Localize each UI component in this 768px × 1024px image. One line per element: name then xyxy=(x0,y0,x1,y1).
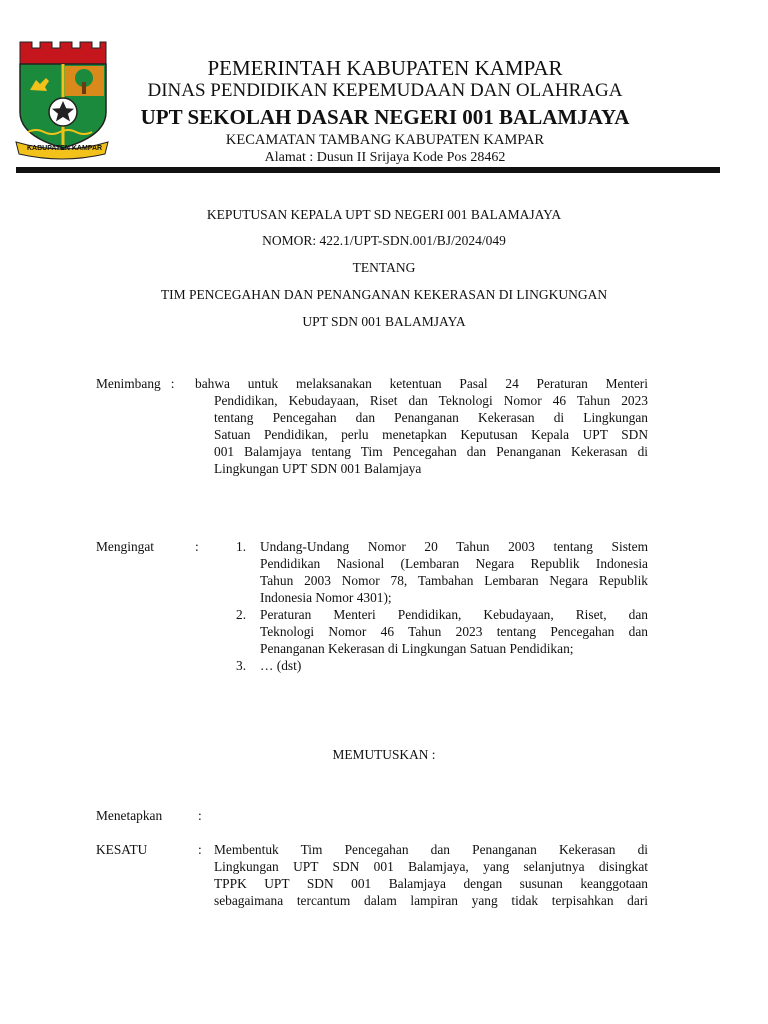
list-item-line: Tahun 2003 Nomor 78, Tambahan Lembaran Negara Republik xyxy=(260,573,648,588)
menimbang-text-line: Lingkungan UPT SDN 001 Balamjaya xyxy=(214,461,422,476)
mengingat-label: Mengingat xyxy=(96,539,155,554)
letterhead-government: PEMERINTAH KABUPATEN KAMPAR xyxy=(207,56,563,80)
decree-number: NOMOR: 422.1/UPT-SDN.001/BJ/2024/049 xyxy=(262,233,506,248)
menimbang-text-line: 001 Balamjaya tentang Tim Pencegahan dan Penanganan Kekerasan di xyxy=(214,444,648,459)
kesatu-label: KESATU xyxy=(96,842,148,857)
list-item-number: 2. xyxy=(236,607,247,622)
list-item xyxy=(236,657,648,674)
list-item-line: Teknologi Nomor 46 Tahun 2023 tentang Pencegahan dan xyxy=(260,624,648,639)
kesatu-text-line: sebagaimana tercantum dalam lampiran yang tidak terpisahkan dari xyxy=(214,893,648,908)
list-item-number: 1. xyxy=(236,539,247,554)
decree-subject-line2: UPT SDN 001 BALAMJAYA xyxy=(302,314,466,329)
menimbang-text-line: Pendidikan, Kebudayaan, Riset dan Teknologi Nomor 46 Tahun 2023 xyxy=(214,393,648,408)
letterhead-school-name: UPT SEKOLAH DASAR NEGERI 001 BALAMJAYA xyxy=(140,105,630,129)
letterhead-divider xyxy=(16,167,720,173)
kampar-regency-logo xyxy=(14,38,110,160)
mengingat-list xyxy=(236,538,648,674)
kesatu-text-line: Lingkungan UPT SDN 001 Balamjaya, yang selanjutnya disingkat xyxy=(214,859,648,874)
menimbang-text xyxy=(214,392,648,477)
decree-tentang: TENTANG xyxy=(352,260,416,275)
letterhead-district: KECAMATAN TAMBANG KABUPATEN KAMPAR xyxy=(225,132,545,148)
menetapkan-label: Menetapkan xyxy=(96,808,163,823)
list-item-line: Penanganan Kekerasan di Lingkungan Satuan Pendidikan; xyxy=(260,641,574,656)
logo-ribbon-text: KABUPATEN KAMPAR xyxy=(27,145,103,152)
menetapkan-colon: : xyxy=(198,808,202,823)
list-item-line: … (dst) xyxy=(260,658,302,673)
menimbang-label: Menimbang : xyxy=(96,376,175,391)
list-item xyxy=(236,606,648,657)
list-item-line: Peraturan Menteri Pendidikan, Kebudayaan, Riset, dan xyxy=(260,607,648,622)
menimbang-text-line: bahwa untuk melaksanakan ketentuan Pasal 24 Peraturan Menteri xyxy=(195,376,648,391)
letterhead-address: Alamat : Dusun II Srijaya Kode Pos 28462 xyxy=(264,150,506,165)
kesatu-text-line: TPPK UPT SDN 001 Balamjaya dengan susunan keanggotaan xyxy=(214,876,648,891)
list-item-line: Undang-Undang Nomor 20 Tahun 2003 tentang Sistem xyxy=(260,539,648,554)
list-item xyxy=(236,538,648,606)
kesatu-colon: : xyxy=(198,842,202,857)
decree-subject-line1: TIM PENCEGAHAN DAN PENANGANAN KEKERASAN DI LINGKUNGAN xyxy=(160,287,608,302)
list-item-line: Pendidikan Nasional (Lembaran Negara Republik Indonesia xyxy=(260,556,648,571)
kesatu-text-line: Membentuk Tim Pencegahan dan Penanganan Kekerasan di xyxy=(214,842,648,857)
kesatu-text xyxy=(214,841,648,909)
memutuskan-heading: MEMUTUSKAN : xyxy=(332,747,436,762)
decree-heading: KEPUTUSAN KEPALA UPT SD NEGERI 001 BALAMAJAYA xyxy=(206,207,562,222)
menimbang-text-line: tentang Pencegahan dan Penanganan Kekerasan di Lingkungan xyxy=(214,410,648,425)
list-item-number: 3. xyxy=(236,658,247,673)
menimbang-text-line: Satuan Pendidikan, perlu menetapkan Keputusan Kepala UPT SDN xyxy=(214,427,648,442)
letterhead-agency: DINAS PENDIDIKAN KEPEMUDAAN DAN OLAHRAGA xyxy=(147,80,623,101)
mengingat-colon: : xyxy=(195,539,199,554)
list-item-line: Indonesia Nomor 4301); xyxy=(260,590,392,605)
